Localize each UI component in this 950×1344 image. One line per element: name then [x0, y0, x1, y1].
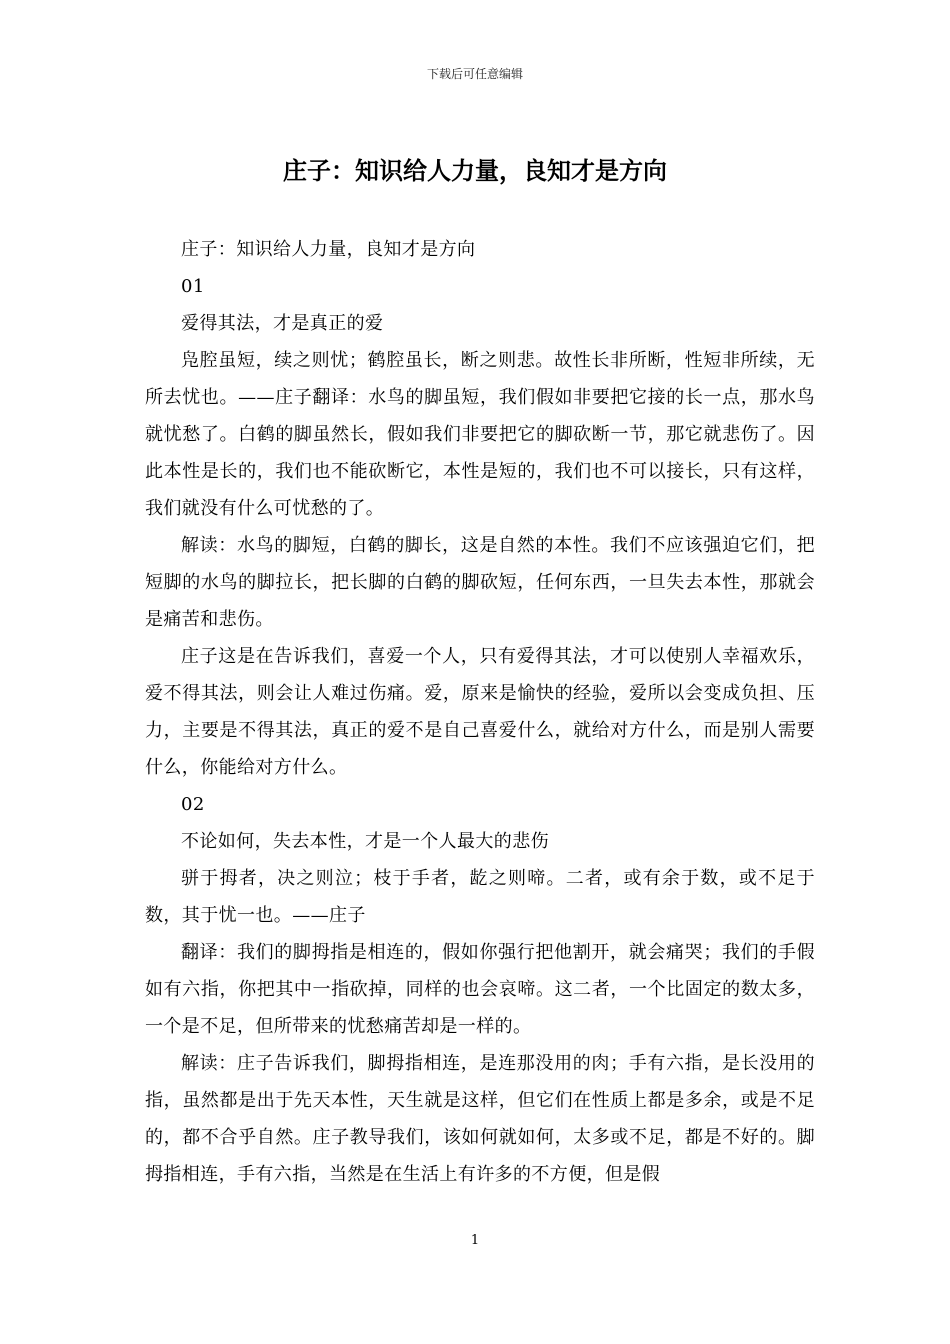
document-title: 庄子：知识给人力量，良知才是方向 — [283, 156, 667, 185]
section-heading: 不论如何，失去本性，才是一个人最大的悲伤 — [181, 831, 549, 852]
body-paragraph: 凫腔虽短，续之则忧；鹤腔虽长，断之则悲。故性长非所断，性短非所续，无所去忧也。——庄子翻译：水鸟的脚虽短，我们假如非要把它接的长一点，那水鸟就忧愁了。白鹤的脚虽然长，假如我们非要把它的脚砍断一节，那它就悲伤了。因此本性是长的，我们也不能砍断它，本性是短的，我们也不可以接长，只有这样，我们就没有什么可忧愁的了。 — [145, 350, 815, 519]
body-paragraph: 解读：庄子告诉我们，脚拇指相连，是连那没用的肉；手有六指，是长没用的指，虽然都是出于先天本性，天生就是这样，但它们在性质上都是多余，或是不足的，都不合乎自然。庄子教导我们，该如何就如何，太多或不足，都是不好的。脚拇指相连，手有六指，当然是在生活上有许多的不方便，但是假 — [145, 1053, 815, 1185]
document-body — [145, 231, 815, 1193]
section-number: 01 — [181, 276, 205, 297]
body-paragraph: 解读：水鸟的脚短，白鹤的脚长，这是自然的本性。我们不应该强迫它们，把短脚的水鸟的脚拉长，把长脚的白鹤的脚砍短，任何东西，一旦失去本性，那就会是痛苦和悲伤。 — [145, 535, 815, 630]
header-note: 下载后可任意编辑 — [426, 67, 523, 81]
body-paragraph: 庄子：知识给人力量，良知才是方向 — [181, 239, 476, 260]
section-heading: 爱得其法，才是真正的爱 — [181, 313, 384, 334]
body-paragraph: 翻译：我们的脚拇指是相连的，假如你强行把他割开，就会痛哭；我们的手假如有六指，你把其中一指砍掉，同样的也会哀啼。这二者，一个比固定的数太多，一个是不足，但所带来的忧愁痛苦却是一样的。 — [145, 942, 815, 1037]
page-number: 1 — [470, 1233, 480, 1248]
section-number: 02 — [181, 794, 205, 815]
body-paragraph: 骈于拇者，决之则泣；枝于手者，龁之则啼。二者，或有余于数，或不足于数，其于忧一也。——庄子 — [145, 868, 815, 926]
body-paragraph: 庄子这是在告诉我们，喜爱一个人，只有爱得其法，才可以使别人幸福欢乐，爱不得其法，则会让人难过伤痛。爱，原来是愉快的经验，爱所以会变成负担、压力，主要是不得其法，真正的爱不是自己喜爱什么，就给对方什么，而是别人需要什么，你能给对方什么。 — [145, 646, 815, 778]
